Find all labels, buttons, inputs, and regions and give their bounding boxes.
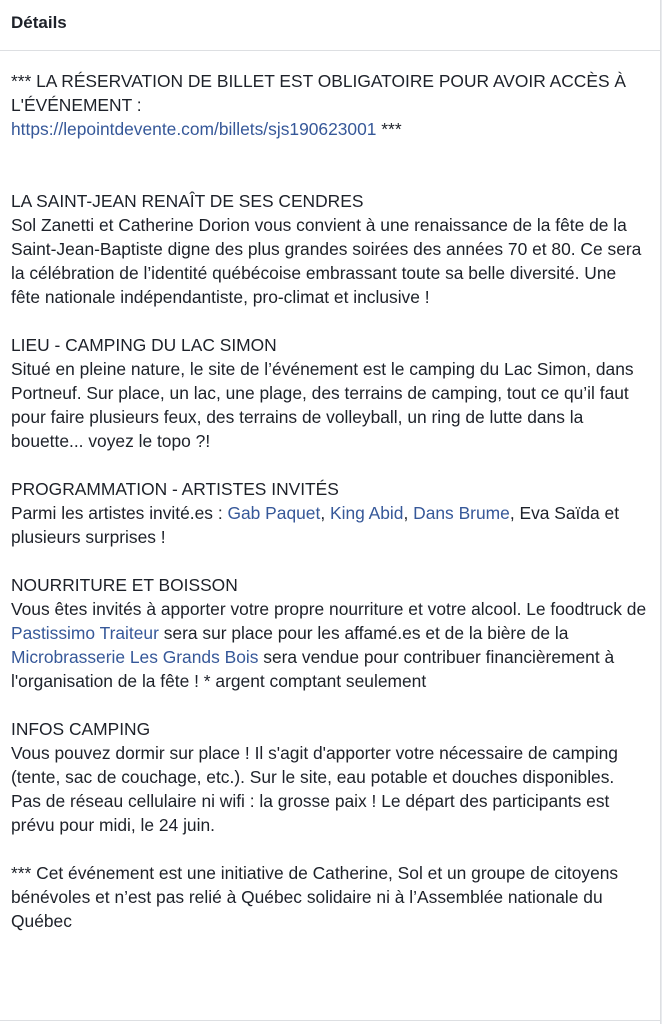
card-title: Détails: [11, 13, 67, 32]
ticket-link[interactable]: https://lepointdevente.com/billets/sjs190623001: [11, 119, 377, 139]
section-heading: LIEU - CAMPING DU LAC SIMON: [11, 335, 277, 355]
artist-link-dans-brume[interactable]: Dans Brume: [413, 503, 510, 523]
card-header: [0, 0, 660, 51]
artist-link-king-abid[interactable]: King Abid: [329, 503, 404, 523]
pastissimo-link[interactable]: Pastissimo Traiteur: [11, 623, 159, 643]
intro-paragraph: [11, 69, 649, 141]
section-location: [11, 333, 649, 453]
intro-suffix: ***: [376, 119, 402, 139]
separator: ,: [320, 503, 330, 523]
section-heading: NOURRITURE ET BOISSON: [11, 575, 238, 595]
section-heading: LA SAINT-JEAN RENAÎT DE SES CENDRES: [11, 191, 364, 211]
section-camping: [11, 717, 649, 837]
section-heading: INFOS CAMPING: [11, 719, 151, 739]
section-heading: PROGRAMMATION - ARTISTES INVITÉS: [11, 479, 339, 499]
section-food: [11, 573, 649, 693]
section-body: Vous pouvez dormir sur place ! Il s'agit d'apporter votre nécessaire de camping (tente, sac de couchage, etc.). Sur le site, eau potable et douches disponibles. Pas de réseau cellulaire ni wifi : la grosse paix ! Le départ des participants est prévu pour midi, le 24 juin.: [11, 743, 618, 835]
intro-text: *** LA RÉSERVATION DE BILLET EST OBLIGATOIRE POUR AVOIR ACCÈS À L'ÉVÉNEMENT :: [11, 71, 626, 115]
food-text: Vous êtes invités à apporter votre propre nourriture et votre alcool. Le foodtruck de: [11, 599, 647, 619]
microbrasserie-link[interactable]: Microbrasserie Les Grands Bois: [11, 647, 259, 667]
section-rebirth: [11, 189, 649, 309]
food-text: sera vendue pour contribuer financièrement à l'organisation de la fête ! * argent comptant seulement: [11, 647, 615, 691]
section-body: Situé en pleine nature, le site de l’événement est le camping du Lac Simon, dans Portneuf. Sur place, un lac, une plage, des terrains de camping, tout ce qu’il faut pour faire plusieurs feux, des terrains de volleyball, un ring de lutte dans la bouette... voyez le topo ?!: [11, 359, 634, 451]
details-content: [0, 51, 660, 933]
food-text: sera sur place pour les affamé.es et de la bière de la: [158, 623, 569, 643]
section-lineup: [11, 477, 649, 549]
bottom-divider: [0, 1020, 660, 1021]
lineup-prefix: Parmi les artistes invité.es :: [11, 503, 228, 523]
disclaimer-paragraph: *** Cet événement est une initiative de Catherine, Sol et un groupe de citoyens bénévoles et n’est pas relié à Québec solidaire ni à l’Assemblée nationale du Québec: [11, 863, 619, 931]
lineup-suffix: , Eva Saïda et plusieurs surprises !: [11, 503, 620, 547]
separator: ,: [403, 503, 414, 523]
section-body: Sol Zanetti et Catherine Dorion vous convient à une renaissance de la fête de la Saint-Jean-Baptiste digne des plus grandes soirées des années 70 et 80. Ce sera la célébration de l’identité québécoise embrassant toute sa belle diversité. Une fête nationale indépendantiste, pro-climat et inclusive !: [11, 215, 642, 307]
artist-link-gab-paquet[interactable]: Gab Paquet: [227, 503, 321, 523]
